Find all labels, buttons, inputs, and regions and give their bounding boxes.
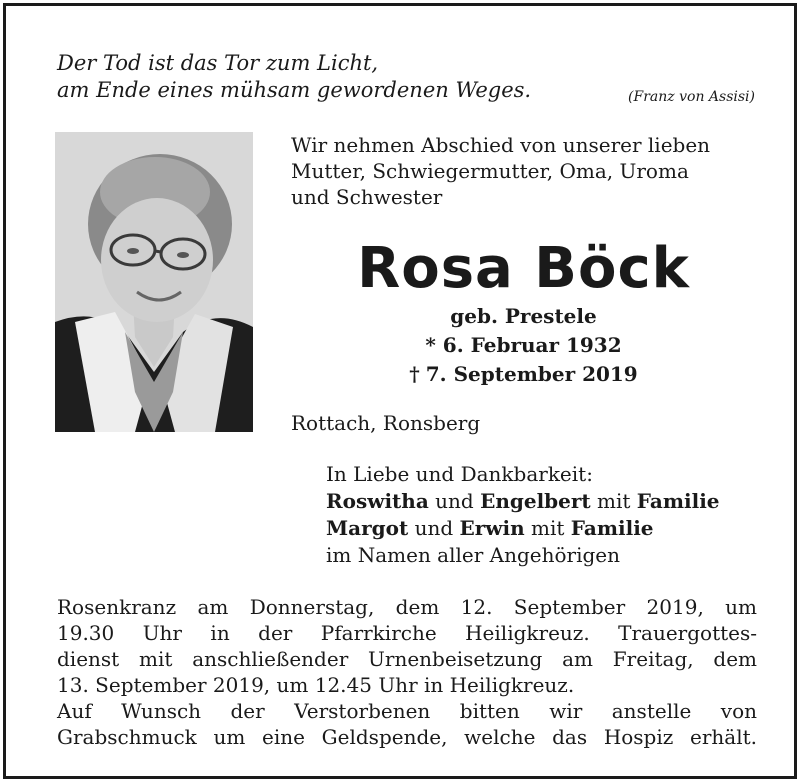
obituary-notice [3, 3, 797, 779]
footer-line-1: Rosenkranz am Donnerstag, dem 12. September 2019, um [57, 595, 757, 619]
mourners-block [326, 461, 720, 569]
maiden-name: geb. Prestele [450, 304, 597, 328]
family-label: Familie [570, 516, 654, 540]
quote-line-1: Der Tod ist das Tor zum Licht, [57, 51, 379, 75]
conjunction: mit [531, 516, 565, 540]
quote-line-2: am Ende eines mühsam gewordenen Weges. [57, 78, 532, 102]
service-details [57, 594, 757, 750]
mourner-name: Roswitha [326, 489, 429, 513]
footer-line-6: Grabschmuck um eine Geldspende, welche das Hospiz erhält. [57, 725, 757, 749]
mourners-closing: im Namen aller Angehörigen [326, 543, 621, 567]
intro-line-3: und Schwester [291, 185, 443, 209]
mourners-row-2 [326, 515, 720, 542]
death-date: 7. September 2019 [425, 362, 638, 386]
portrait-photo [55, 132, 253, 432]
mourner-name: Erwin [459, 516, 525, 540]
quote-author: (Franz von Assisi) [628, 89, 755, 105]
conjunction: und [414, 516, 454, 540]
footer-line-3: dienst mit anschließender Urnenbeisetzung am Freitag, dem [57, 647, 757, 671]
footer-line-5: Auf Wunsch der Verstorbenen bitten wir anstelle von [57, 699, 757, 723]
conjunction: mit [597, 489, 631, 513]
mourners-intro: In Liebe und Dankbarkeit: [326, 462, 593, 486]
farewell-intro [291, 132, 761, 210]
opening-quote [57, 50, 757, 104]
mourner-name: Margot [326, 516, 409, 540]
footer-line-2: 19.30 Uhr in der Pfarrkirche Heiligkreuz. Trauergottes- [57, 621, 757, 645]
portrait-image [55, 132, 253, 432]
mourner-name: Engelbert [480, 489, 591, 513]
intro-line-1: Wir nehmen Abschied von unserer lieben [291, 133, 711, 157]
place-of-residence: Rottach, Ronsberg [291, 411, 481, 435]
footer-line-4: 13. September 2019, um 12.45 Uhr in Heiligkreuz. [57, 673, 575, 697]
death-date-line [256, 360, 791, 389]
deceased-name: Rosa Böck [357, 236, 690, 301]
intro-line-2: Mutter, Schwiegermutter, Oma, Uroma [291, 159, 689, 183]
conjunction: und [435, 489, 474, 513]
family-label: Familie [636, 489, 720, 513]
mourners-row-1 [326, 488, 720, 515]
dagger-icon: † [409, 362, 420, 386]
birth-date: * 6. Februar 1932 [425, 333, 622, 357]
life-dates [256, 302, 791, 389]
